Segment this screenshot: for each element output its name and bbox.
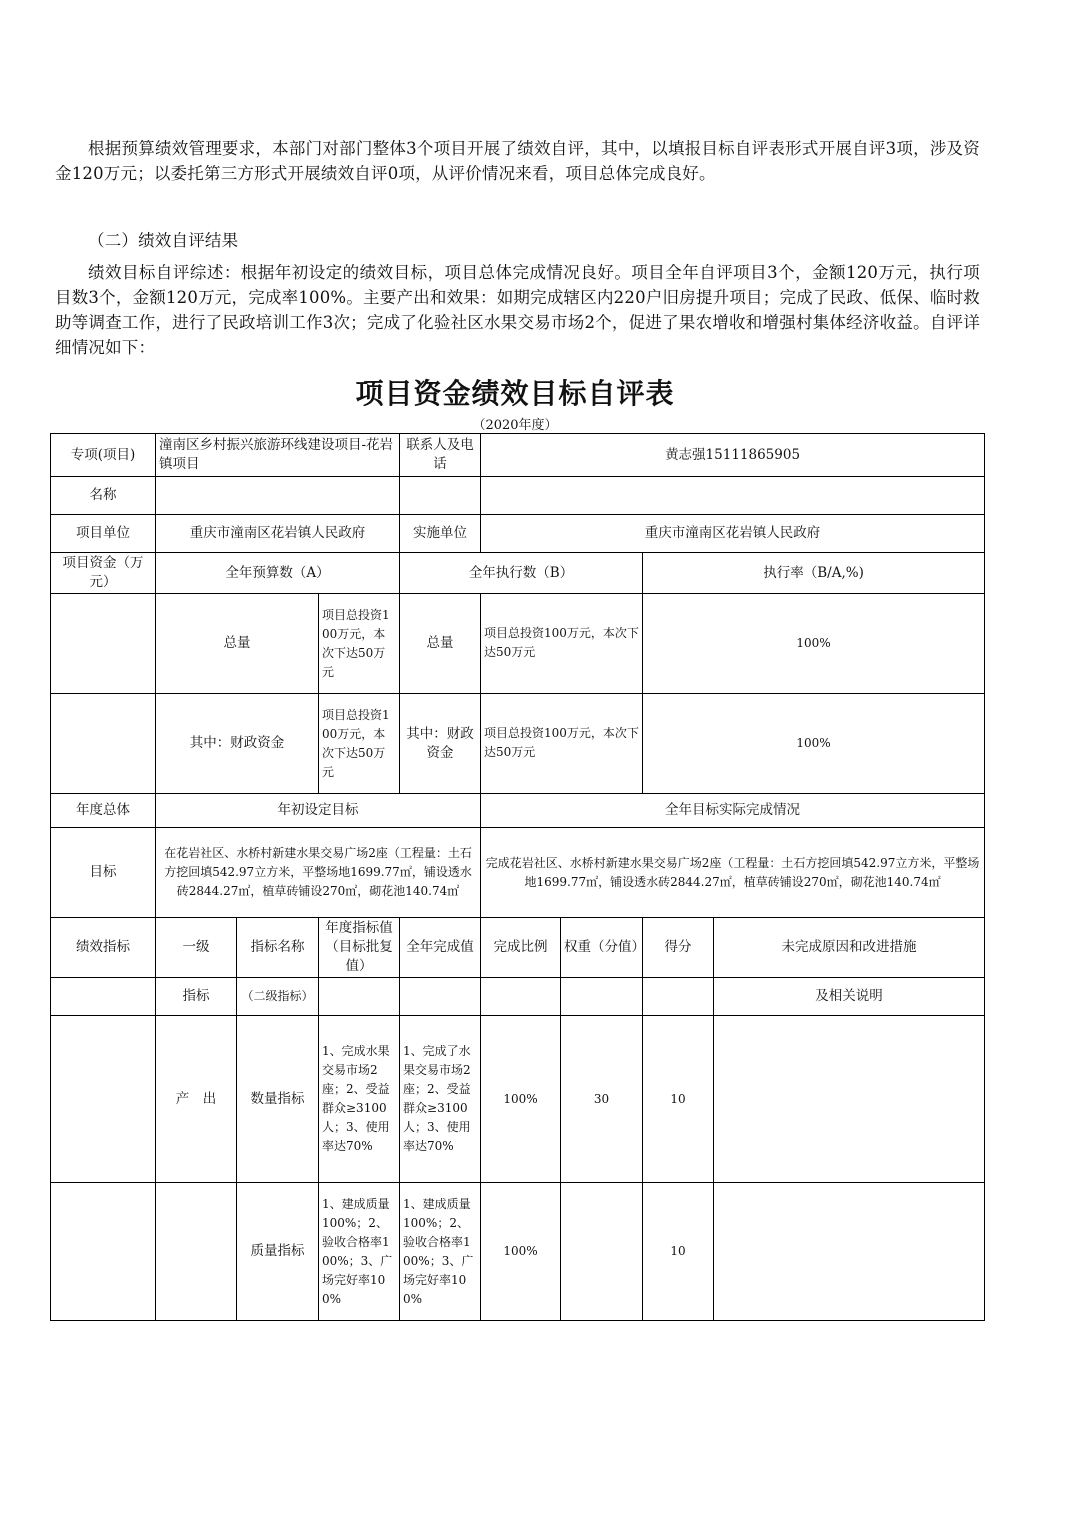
indicator-col-ratio: 完成比例 [481,918,561,978]
form-year: （2020年度） [472,418,558,433]
fiscal-rate: 100% [643,694,985,794]
indicator-weight: 30 [561,1016,643,1183]
table-row [51,1016,985,1183]
contact-label: 联系人及电话 [400,434,481,477]
fiscal-exec-value: 项目总投资100万元，本次下达50万元 [481,694,643,794]
contact-value: 黄志强15111865905 [481,434,985,477]
indicator-col-reason: 未完成原因和改进措施 [714,918,985,978]
indicator-col-category: 绩效指标 [51,918,156,978]
indicator-col-target: 年度指标值（目标批复值） [319,918,400,978]
indicator-actual: 1、建成质量100%；2、验收合格率100%；3、广场完好率100% [400,1183,481,1321]
name-label: 名称 [51,477,156,515]
indicator-reason [714,1016,985,1183]
section-subheading: （二）绩效自评结果 [88,231,239,250]
indicator-blank [51,1016,156,1183]
indicator-sub-name: （二级指标） [237,978,319,1016]
total-blank [51,594,156,694]
name-extra [400,477,481,515]
impl-value: 重庆市潼南区花岩镇人民政府 [481,515,985,553]
table-row [51,1183,985,1321]
indicator-ratio: 100% [481,1016,561,1183]
indicator-name: 数量指标 [237,1016,319,1183]
project-value: 潼南区乡村振兴旅游环线建设项目-花岩镇项目 [156,434,400,477]
indicator-col-name: 指标名称 [237,918,319,978]
goal-header-label: 年度总体 [51,794,156,828]
unit-label: 项目单位 [51,515,156,553]
indicator-reason [714,1183,985,1321]
impl-label: 实施单位 [400,515,481,553]
indicator-target: 1、建成质量100%；2、验收合格率100%；3、广场完好率100% [319,1183,400,1321]
name-value [156,477,400,515]
total-exec-label: 总量 [400,594,481,694]
evaluation-table [50,433,985,1321]
indicator-name: 质量指标 [237,1183,319,1321]
table-row-goal [51,828,985,918]
budget-header: 全年预算数（A） [156,553,400,594]
table-row-funds-header [51,553,985,594]
indicator-target: 1、完成水果交易市场2座；2、受益群众≥3100人；3、使用率达70% [319,1016,400,1183]
total-label: 总量 [156,594,319,694]
total-budget-value: 项目总投资100万元，本次下达50万元 [319,594,400,694]
fiscal-exec-label: 其中：财政资金 [400,694,481,794]
goal-label: 目标 [51,828,156,918]
indicator-sub-level1: 指标 [156,978,237,1016]
table-row-name [51,477,985,515]
goal-planned: 在花岩社区、水桥村新建水果交易广场2座（工程量：土石方挖回填542.97立方米，平整场地1699.77㎡，铺设透水砖2844.27㎡，植草砖铺设270㎡，砌花池140.74㎡ [156,828,481,918]
indicator-sub-blank [51,978,156,1016]
total-exec-value: 项目总投资100万元，本次下达50万元 [481,594,643,694]
goal-actual-header: 全年目标实际完成情况 [481,794,985,828]
unit-value: 重庆市潼南区花岩镇人民政府 [156,515,400,553]
total-rate: 100% [643,594,985,694]
table-row-indicator-header [51,918,985,978]
table-row-indicator-subheader [51,978,985,1016]
indicator-sub-actual [400,978,481,1016]
indicator-score: 10 [643,1016,714,1183]
indicator-score: 10 [643,1183,714,1321]
goal-planned-header: 年初设定目标 [156,794,481,828]
indicator-actual: 1、完成了水果交易市场2座；2、受益群众≥3100人；3、使用率达70% [400,1016,481,1183]
indicator-sub-reason: 及相关说明 [714,978,985,1016]
intro-paragraph-2: 绩效目标自评综述：根据年初设定的绩效目标，项目总体完成情况良好。项目全年自评项目3个，金额120万元，执行项目数3个，金额120万元，完成率100%。主要产出和效果：如期完成辖区内220户旧房提升项目；完成了民政、低保、临时救助等调查工作，进行了民政培训工作3次；完成了化验社区水果交易市场2个，促进了果农增收和增强村集体经济收益。自评详细情况如下： [55,263,980,357]
indicator-col-level1: 一级 [156,918,237,978]
table-row-fiscal [51,694,985,794]
indicator-ratio: 100% [481,1183,561,1321]
funds-label: 项目资金（万元） [51,553,156,594]
indicator-level1: 产 出 [156,1016,237,1183]
fiscal-label: 其中：财政资金 [156,694,319,794]
goal-actual: 完成花岩社区、水桥村新建水果交易广场2座（工程量：土石方挖回填542.97立方米，平整场地1699.77㎡，铺设透水砖2844.27㎡，植草砖铺设270㎡，砌花池140.74㎡ [481,828,985,918]
table-row-project [51,434,985,477]
fiscal-blank [51,694,156,794]
indicator-col-score: 得分 [643,918,714,978]
indicator-sub-weight [561,978,643,1016]
intro-paragraph-1: 根据预算绩效管理要求，本部门对部门整体3个项目开展了绩效自评，其中，以填报目标自评表形式开展自评3项，涉及资金120万元；以委托第三方形式开展绩效自评0项，从评价情况来看，项目总体完成良好。 [55,139,980,183]
rate-header: 执行率（B/A,%) [643,553,985,594]
table-row-total [51,594,985,694]
table-row-goal-header [51,794,985,828]
indicator-sub-ratio [481,978,561,1016]
form-title: 项目资金绩效目标自评表 [355,377,675,410]
table-row-unit [51,515,985,553]
name-extra-value [481,477,985,515]
indicator-sub-score [643,978,714,1016]
indicator-sub-target [319,978,400,1016]
project-label: 专项(项目) [51,434,156,477]
indicator-level1 [156,1183,237,1321]
indicator-blank [51,1183,156,1321]
indicator-col-actual: 全年完成值 [400,918,481,978]
fiscal-budget-value: 项目总投资100万元，本次下达50万元 [319,694,400,794]
indicator-col-weight: 权重（分值） [561,918,643,978]
executed-header: 全年执行数（B） [400,553,643,594]
indicator-weight [561,1183,643,1321]
